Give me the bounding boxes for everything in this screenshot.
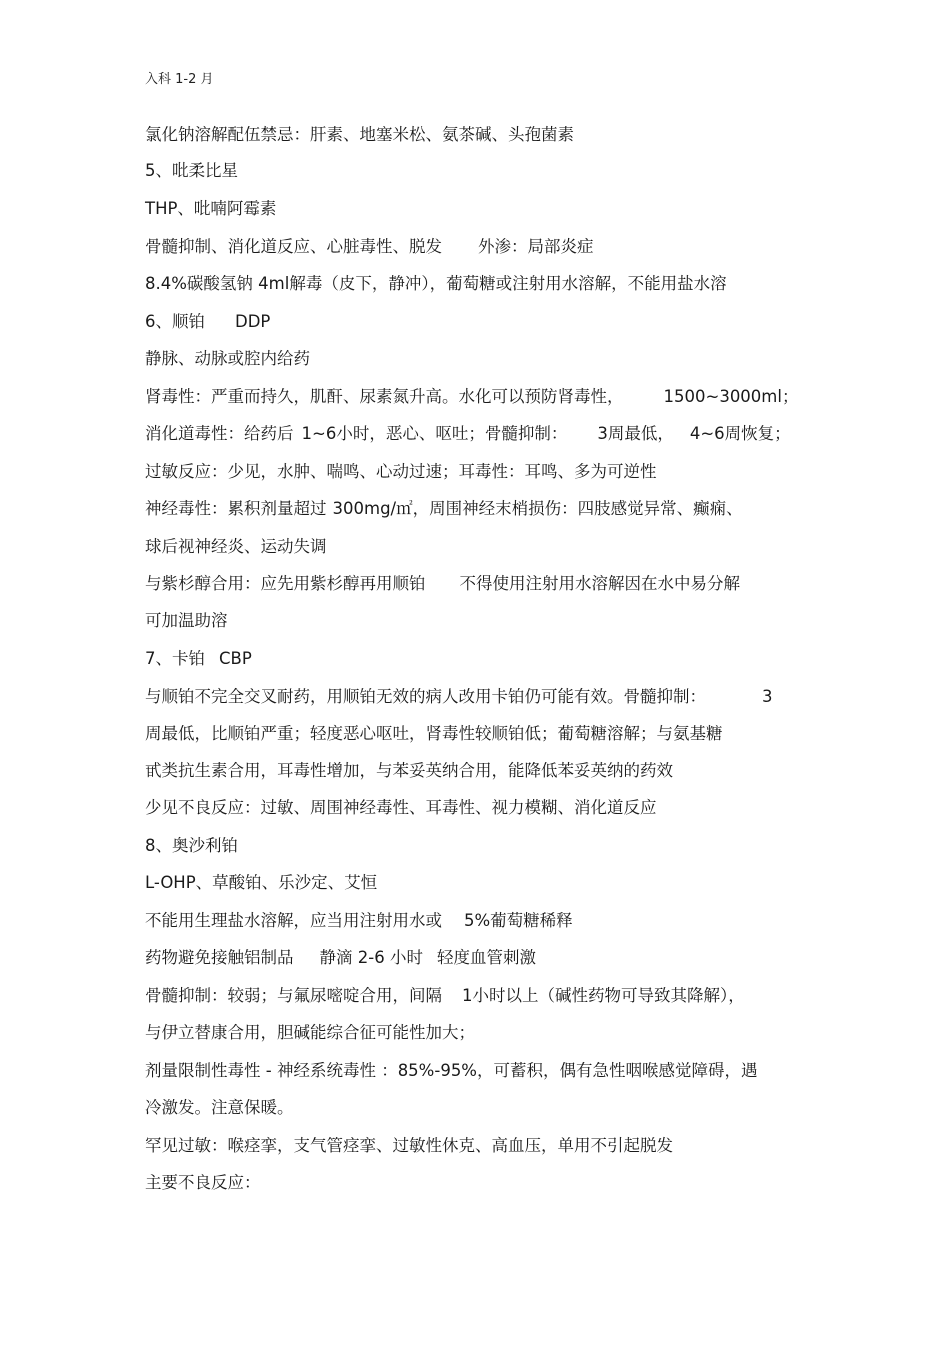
text-segment: 消化道毒性：给药后 — [145, 424, 294, 443]
text-segment: 不得使用注射用水溶解因在水中易分解 — [459, 574, 740, 593]
text-line — [145, 461, 657, 483]
text-line — [145, 648, 252, 670]
text-line — [145, 236, 594, 258]
text-line — [145, 573, 740, 595]
text-segment: 冷激发。注意保暖。 — [145, 1098, 294, 1117]
text-segment: 5%葡萄糖稀释 — [464, 911, 573, 930]
text-segment: 不能用生理盐水溶解，应当用注射用水或 — [145, 911, 442, 930]
text-line — [145, 536, 327, 558]
text-line — [145, 386, 798, 408]
text-line — [145, 273, 727, 295]
text-segment: 肾毒性：严重而持久，肌酐、尿素氮升高。水化可以预防肾毒性， — [145, 387, 624, 406]
text-line — [145, 1097, 294, 1119]
text-segment: 1~6小时，恶心、呕吐；骨髓抑制： — [301, 424, 568, 443]
text-line — [145, 423, 791, 445]
text-segment: 7、卡铂 — [145, 649, 205, 668]
text-segment: 骨髓抑制、消化道反应、心脏毒性、脱发 — [145, 237, 442, 256]
text-segment: 罕见过敏：喉痉挛，支气管痉挛、过敏性休克、高血压，单用不引起脱发 — [145, 1136, 673, 1155]
text-segment: THP、吡喃阿霉素 — [145, 199, 277, 218]
text-line — [145, 723, 723, 745]
text-line — [145, 1022, 475, 1044]
text-segment: 8.4%碳酸氢钠 4ml解毒（皮下，静冲），葡萄糖或注射用水溶解，不能用盐水溶 — [145, 274, 727, 293]
text-segment: 过敏反应：少见，水肿、喘鸣、心动过速；耳毒性：耳鸣、多为可逆性 — [145, 462, 657, 481]
text-segment: 5、吡柔比星 — [145, 161, 238, 180]
text-segment: DDP — [235, 312, 271, 331]
text-segment: 周最低，比顺铂严重；轻度恶心呕吐，肾毒性较顺铂低；葡萄糖溶解；与氨基糖 — [145, 724, 723, 743]
page-header: 入科 1-2 月 — [145, 72, 214, 87]
text-segment: 3周最低， — [597, 424, 674, 443]
text-segment: 剂量限制性毒性 - 神经系统毒性 ：85%-95%，可蓄积，偶有急性咽喉感觉障碍，遇 — [145, 1061, 758, 1080]
text-line — [145, 872, 377, 894]
text-line — [145, 760, 673, 782]
text-segment: CBP — [219, 649, 252, 668]
text-segment: 与伊立替康合用，胆碱能综合征可能性加大； — [145, 1023, 475, 1042]
text-segment: 与顺铂不完全交叉耐药，用顺铂无效的病人改用卡铂仍可能有效。骨髓抑制： — [145, 687, 706, 706]
text-segment: 轻度血管刺激 — [436, 948, 536, 967]
text-segment: 神经毒性：累积剂量超过 — [145, 499, 327, 518]
text-segment: 4~6周恢复； — [689, 424, 791, 443]
text-line — [145, 686, 773, 708]
text-segment: L-OHP、草酸铂、乐沙定、艾恒 — [145, 873, 378, 892]
text-line — [145, 498, 743, 520]
text-segment: 静脉、动脉或腔内给药 — [145, 349, 310, 368]
text-segment: 外渗：局部炎症 — [478, 237, 594, 256]
text-segment: 静滴 2-6 小时 — [319, 948, 423, 967]
text-segment: 3 — [762, 687, 773, 706]
text-segment: 药物避免接触铝制品 — [145, 948, 294, 967]
text-segment: 少见不良反应：过敏、周围神经毒性、耳毒性、视力模糊、消化道反应 — [145, 798, 657, 817]
text-segment: 300mg/㎡，周围神经末梢损伤：四肢感觉异常、癫痫、 — [332, 499, 743, 518]
text-line — [145, 835, 238, 857]
text-segment: 可加温助溶 — [145, 611, 228, 630]
text-segment: 骨髓抑制：较弱；与氟尿嘧啶合用，间隔 — [145, 986, 442, 1005]
text-line — [145, 124, 574, 146]
text-line — [145, 1135, 673, 1157]
text-line — [145, 610, 228, 632]
text-line — [145, 198, 276, 220]
text-line — [145, 797, 657, 819]
text-line — [145, 1172, 261, 1194]
text-segment: 氯化钠溶解配伍禁忌：肝素、地塞米松、氨茶碱、头孢菌素 — [145, 125, 574, 144]
text-segment: 6、顺铂 — [145, 312, 205, 331]
text-line — [145, 311, 270, 333]
text-segment: 与紫杉醇合用：应先用紫杉醇再用顺铂 — [145, 574, 426, 593]
text-line — [145, 348, 310, 370]
text-segment: 球后视神经炎、运动失调 — [145, 537, 327, 556]
text-line — [145, 1060, 758, 1082]
text-line — [145, 910, 573, 932]
text-line — [145, 160, 238, 182]
text-line — [145, 947, 536, 969]
text-line — [145, 985, 745, 1007]
text-segment: 1500~3000ml； — [663, 387, 799, 406]
text-segment: 主要不良反应： — [145, 1173, 261, 1192]
text-segment: 1小时以上（碱性药物可导致其降解）， — [462, 986, 745, 1005]
text-segment: 甙类抗生素合用，耳毒性增加，与苯妥英纳合用，能降低苯妥英纳的药效 — [145, 761, 673, 780]
text-segment: 8、奥沙利铂 — [145, 836, 238, 855]
